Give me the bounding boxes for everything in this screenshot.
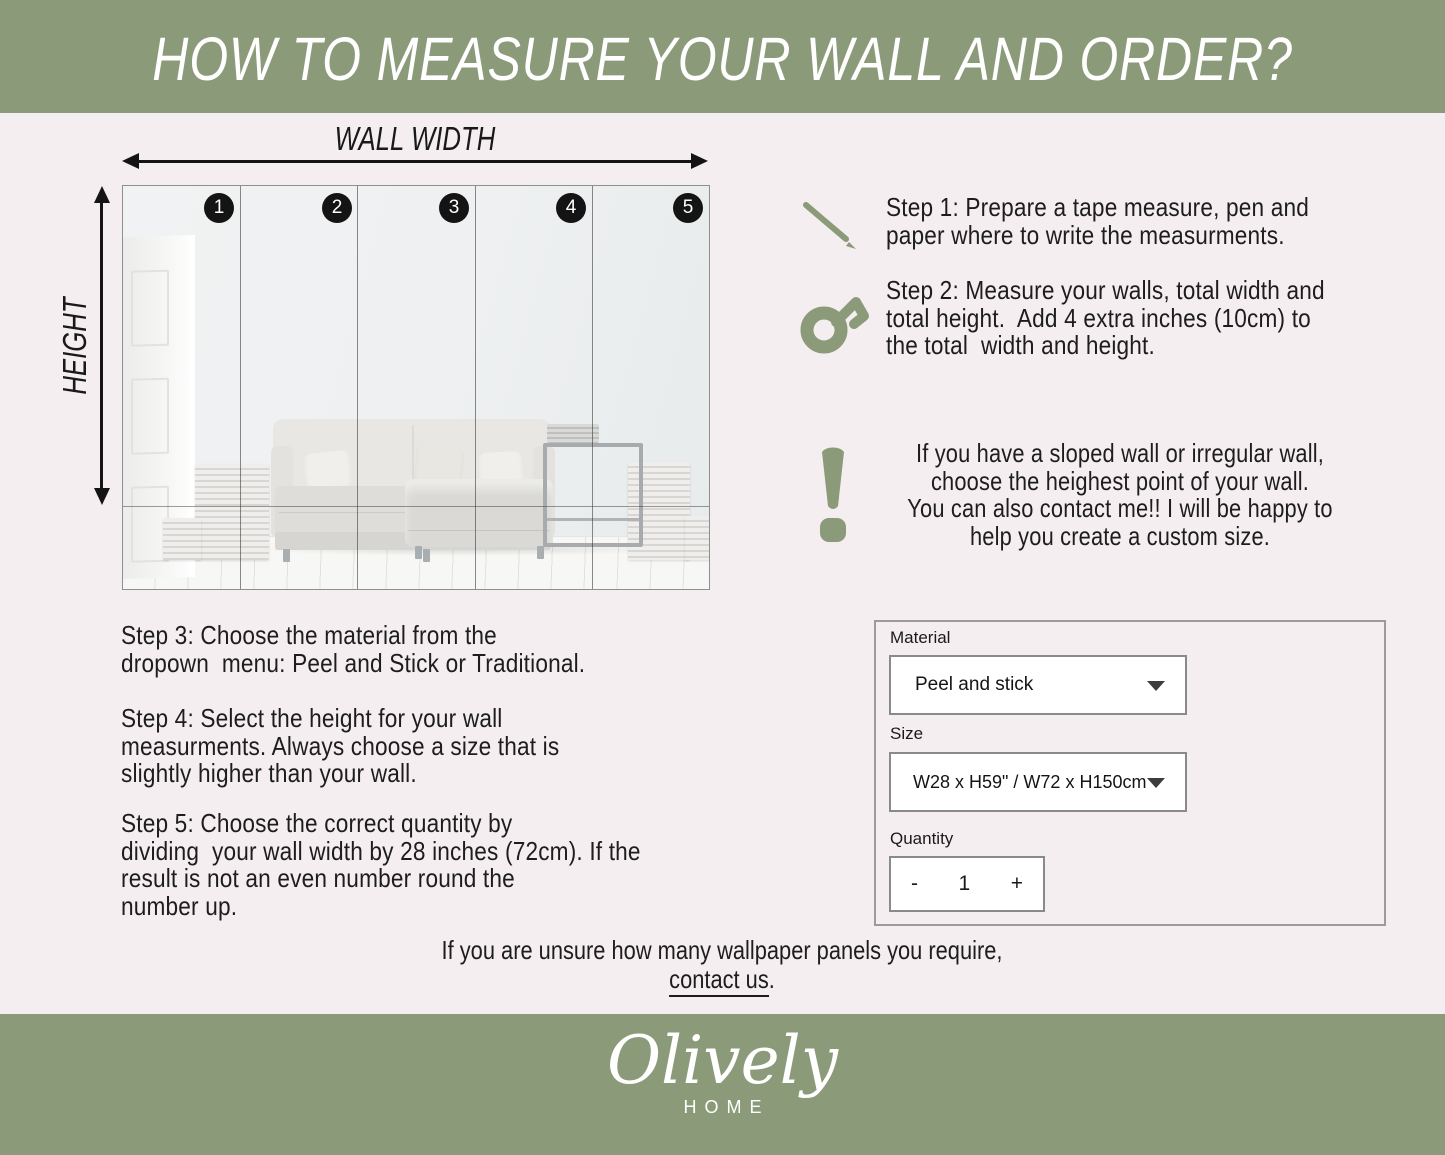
quantity-value: 1: [958, 872, 971, 895]
panel-number-badge: 4: [556, 193, 586, 223]
side-table: [543, 443, 643, 547]
height-label: HEIGHT: [56, 297, 93, 395]
panel-divider: [240, 186, 241, 589]
sofa-leg: [423, 549, 430, 562]
size-select[interactable]: [889, 752, 1187, 812]
panel-number-badge: 2: [322, 193, 352, 223]
size-value: W28 x H59" / W72 x H150cm: [913, 771, 1147, 792]
brand-logo: Olively: [606, 1022, 839, 1099]
step3-text: Step 3: Choose the material from the dropown menu: Peel and Stick or Traditional.: [121, 620, 586, 678]
pen-icon: [798, 198, 862, 256]
size-label: Size: [890, 724, 924, 743]
decrease-quantity-button[interactable]: -: [911, 872, 918, 895]
panel-divider: [357, 186, 358, 589]
chaise-leg: [415, 546, 422, 559]
chaise-ottoman: [405, 479, 553, 547]
material-label: Material: [890, 628, 951, 647]
height-mark-line: [123, 506, 709, 507]
tape-measure-icon: [798, 286, 874, 354]
material-value: Peel and stick: [915, 674, 1034, 695]
panel-divider: [592, 186, 593, 589]
irregular-wall-note: If you have a sloped wall or irregular wall, choose the heighest point of your wall. You can also contact me!! I will be happy to help you create a custom size.: [907, 438, 1333, 551]
room-photo-panels: [122, 185, 710, 590]
sofa-leg: [283, 549, 290, 562]
panel-number-badge: 1: [204, 193, 234, 223]
panel-number-badge: 3: [439, 193, 469, 223]
help-note-line1: If you are unsure how many wallpaper panels you require,: [441, 935, 1003, 965]
quantity-label: Quantity: [890, 829, 954, 848]
brand-tagline: HOME: [683, 1097, 770, 1117]
magazine-stack: [195, 464, 269, 560]
chaise-leg: [537, 546, 544, 559]
page-title: HOW TO MEASURE YOUR WALL AND ORDER?: [152, 25, 1293, 93]
panel-divider: [475, 186, 476, 589]
wall-width-label: WALL WIDTH: [334, 120, 496, 157]
step4-text: Step 4: Select the height for your wall measurments. Always choose a size that is slightly higher than your wall.: [121, 703, 560, 788]
step2-text: Step 2: Measure your walls, total width and total height. Add 4 extra inches (10cm) to the total width and height.: [886, 275, 1325, 360]
increase-quantity-button[interactable]: +: [1010, 872, 1023, 895]
magazine-stack: [163, 518, 201, 560]
step1-text: Step 1: Prepare a tape measure, pen and paper where to write the measurments.: [886, 192, 1310, 250]
material-select[interactable]: [889, 655, 1187, 715]
magazine-stack: [685, 516, 710, 560]
panels-help-note: [302, 936, 1142, 994]
contact-us-link[interactable]: contact us: [669, 964, 769, 997]
caret-down-icon: [1147, 778, 1165, 788]
step5-text: Step 5: Choose the correct quantity by dividing your wall width by 28 inches (72cm). If the result is not an even number round the number up.: [121, 808, 641, 921]
caret-down-icon: [1147, 681, 1165, 691]
quantity-stepper: [889, 856, 1045, 912]
panel-number-badge: 5: [673, 193, 703, 223]
help-note-period: .: [768, 964, 775, 994]
